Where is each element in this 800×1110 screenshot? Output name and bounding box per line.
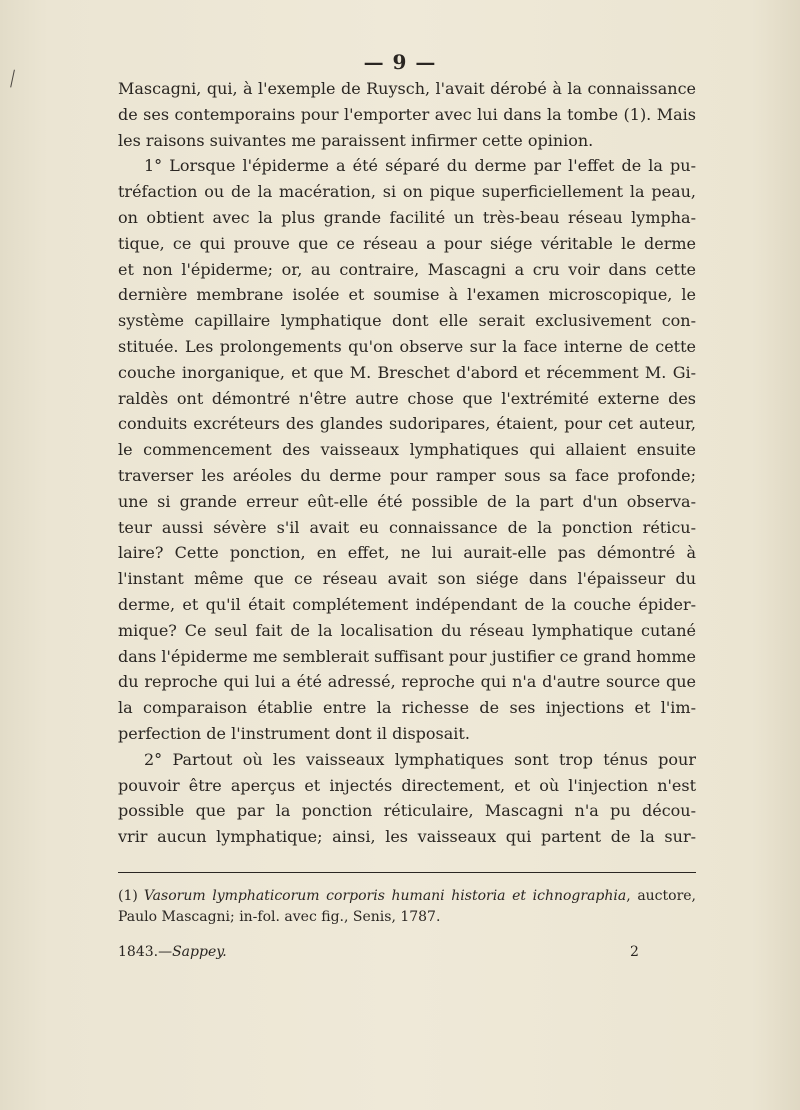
text-line: pouvoir être aperçus et injectés directement, et où l'injection n'est <box>118 775 696 795</box>
text-line: la comparaison établie entre la richesse de ses injections et l'im- <box>118 698 696 718</box>
text-line: conduits excréteurs des glandes sudoripares, étaient, pour cet auteur, <box>118 414 696 434</box>
footnote-author-label: , auctore, <box>626 888 696 904</box>
footnote-rule <box>118 872 696 873</box>
text-line: laire? Cette ponction, en effet, ne lui aurait-elle pas démontré à <box>118 543 696 563</box>
text-line: 1° Lorsque l'épiderme a été séparé du derme par l'effet de la pu- <box>144 156 696 176</box>
text-line: mique? Ce seul fait de la localisation du réseau lymphatique cutané <box>118 620 696 640</box>
signature-author: Sappey. <box>172 944 227 960</box>
text-line: perfection de l'instrument dont il disposait. <box>118 723 470 743</box>
footnote-line-1 <box>118 886 696 907</box>
footnote-marker: (1) <box>118 888 138 904</box>
text-line: de ses contemporains pour l'emporter avec lui dans la tombe (1). Mais <box>118 104 696 124</box>
text-line: Mascagni, qui, à l'exemple de Ruysch, l'avait dérobé à la connaissance <box>118 79 696 98</box>
body-text <box>118 76 696 850</box>
text-line: les raisons suivantes me paraissent infirmer cette opinion. <box>118 130 594 150</box>
text-line: on obtient avec la plus grande facilité un très-beau réseau lympha- <box>118 207 696 227</box>
text-line: système capillaire lymphatique dont elle serait exclusivement con- <box>118 311 696 331</box>
text-line: raldès ont démontré n'être autre chose que l'extrémité externe des <box>118 388 696 408</box>
text-line: 2° Partout où les vaisseaux lymphatiques sont trop ténus pour <box>144 749 696 769</box>
text-line: dans l'épiderme me semblerait suffisant pour justifier ce grand homme <box>118 646 696 666</box>
sheet-number: 2 <box>630 944 639 960</box>
signature-line <box>118 944 638 960</box>
page-number: — 9 — <box>363 50 437 74</box>
text-line: derme, et qu'il était complétement indépendant de la couche épider- <box>118 594 696 614</box>
text-line: du reproche qui lui a été adressé, reproche qui n'a d'autre source que <box>118 672 696 692</box>
text-line: et non l'épiderme; or, au contraire, Mascagni a cru voir dans cette <box>118 259 696 279</box>
signature <box>118 944 227 960</box>
text-line: tréfaction ou de la macération, si on pique superficiellement la peau, <box>118 182 696 202</box>
text-line: l'instant même que ce réseau avait son siége dans l'épaisseur du <box>118 569 696 589</box>
text-line: teur aussi sévère s'il avait eu connaissance de la ponction réticu- <box>118 517 696 537</box>
text-line: traverser les aréoles du derme pour ramper sous sa face profonde; <box>118 465 696 485</box>
text-line: tique, ce qui prouve que ce réseau a pour siége véritable le derme <box>118 233 696 253</box>
text-line: couche inorganique, et que M. Breschet d'abord et récemment M. Gi- <box>118 362 696 382</box>
footnote <box>118 886 696 928</box>
footnote-title: Vasorum lymphaticorum corporis humani historia et ichnographia <box>143 888 627 904</box>
text-line: le commencement des vaisseaux lymphatiques qui allaient ensuite <box>118 440 696 460</box>
text-line: stituée. Les prolongements qu'on observe sur la face interne de cette <box>118 336 696 356</box>
signature-dash: — <box>158 944 173 960</box>
text-line: une si grande erreur eût-elle été possible de la part d'un observa- <box>118 491 696 511</box>
text-line: possible que par la ponction réticulaire, Mascagni n'a pu décou- <box>118 801 696 821</box>
text-line: dernière membrane isolée et soumise à l'examen microscopique, le <box>118 285 696 305</box>
footnote-line-2: Paulo Mascagni; in-fol. avec fig., Senis, 1787. <box>118 909 441 925</box>
text-line: vrir aucun lymphatique; ainsi, les vaisseaux qui partent de la sur- <box>118 827 696 847</box>
signature-year: 1843. <box>118 944 159 960</box>
